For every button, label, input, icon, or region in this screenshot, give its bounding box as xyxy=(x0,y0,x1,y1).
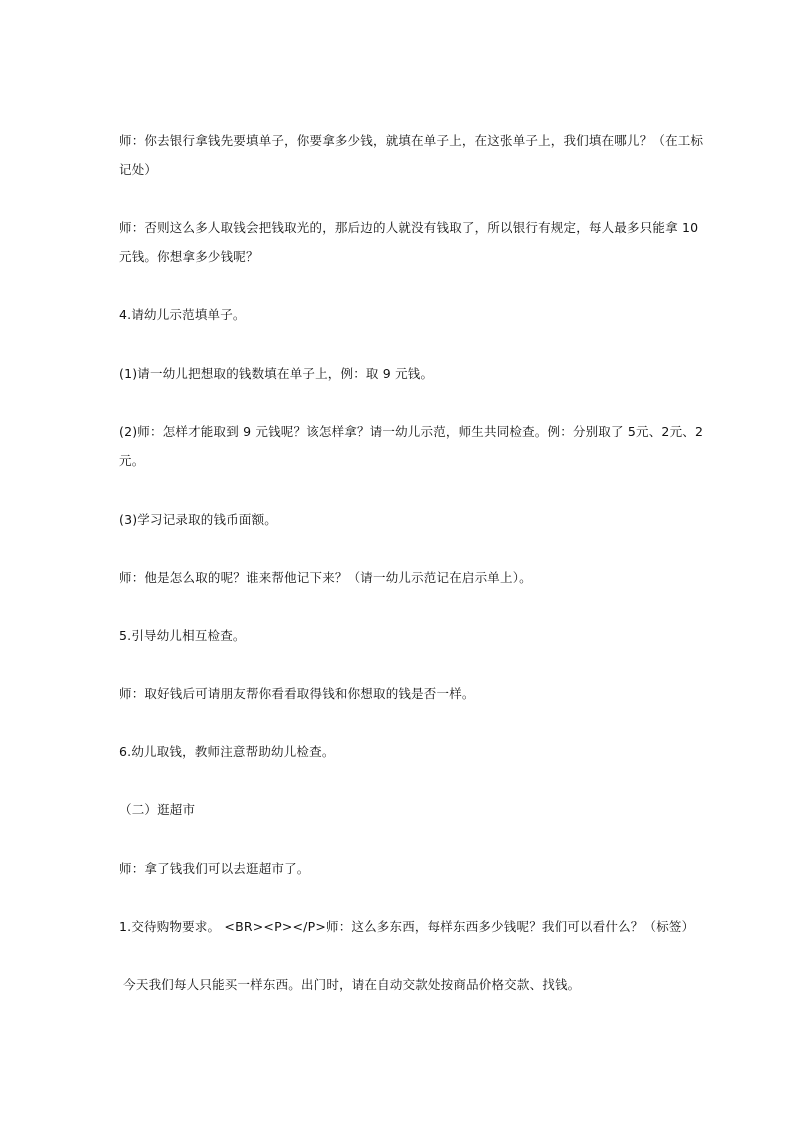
paragraph-teacher-record xyxy=(119,563,679,592)
paragraph-teacher-check xyxy=(119,679,679,708)
text-line: 6.幼儿取钱，教师注意帮助幼儿检查。 xyxy=(119,744,335,759)
paragraph-step-4 xyxy=(119,300,679,329)
text-line: 师：否则这么多人取钱会把钱取光的，那后边的人就没有钱取了，所以银行有规定，每人最多只能拿 10 xyxy=(119,220,699,235)
text-line: 师：你去银行拿钱先要填单子，你要拿多少钱，就填在单子上，在这张单子上，我们填在哪儿？（在工标 xyxy=(119,133,704,148)
paragraph-substep-1 xyxy=(119,359,679,388)
text-line: 记处） xyxy=(119,162,158,177)
text-line: 1.交待购物要求。 <BR><P></P>师：这么多东西，每样东西多少钱呢？我们可以看什么？（标签） xyxy=(119,919,695,934)
text-line: 师：取好钱后可请朋友帮你看看取得钱和你想取的钱是否一样。 xyxy=(119,686,475,701)
text-line: 元钱。你想拿多少钱呢？ xyxy=(119,249,259,264)
text-line: 4.请幼儿示范填单子。 xyxy=(119,307,246,322)
text-line: (2)师：怎样才能取到 9 元钱呢？该怎样拿？请一幼儿示范，师生共同检查。例：分别取了 5元、2元、2 xyxy=(119,424,704,439)
text-line: （二）逛超市 xyxy=(119,802,196,817)
text-line: (3)学习记录取的钱币面额。 xyxy=(119,512,278,527)
text-line: 5.引导幼儿相互检查。 xyxy=(119,628,246,643)
paragraph-shopping-requirements xyxy=(119,912,695,941)
paragraph-go-shopping xyxy=(119,854,679,883)
paragraph-step-6 xyxy=(119,737,679,766)
text-line: 元。 xyxy=(119,453,145,468)
paragraph-bank-rule xyxy=(119,213,699,271)
paragraph-one-item xyxy=(119,970,679,999)
paragraph-substep-2 xyxy=(119,417,704,475)
paragraph-substep-3 xyxy=(119,505,679,534)
text-line: 今天我们每人只能买一样东西。出门时，请在自动交款处按商品价格交款、找钱。 xyxy=(119,977,581,992)
text-line: 师：他是怎么取的呢？谁来帮他记下来？（请一幼儿示范记在启示单上）。 xyxy=(119,570,532,585)
text-line: 师：拿了钱我们可以去逛超市了。 xyxy=(119,861,310,876)
section-heading-supermarket xyxy=(119,795,679,824)
text-line: (1)请一幼儿把想取的钱数填在单子上，例：取 9 元钱。 xyxy=(119,366,434,381)
paragraph-step-5 xyxy=(119,621,679,650)
paragraph-bank-form xyxy=(119,126,704,184)
